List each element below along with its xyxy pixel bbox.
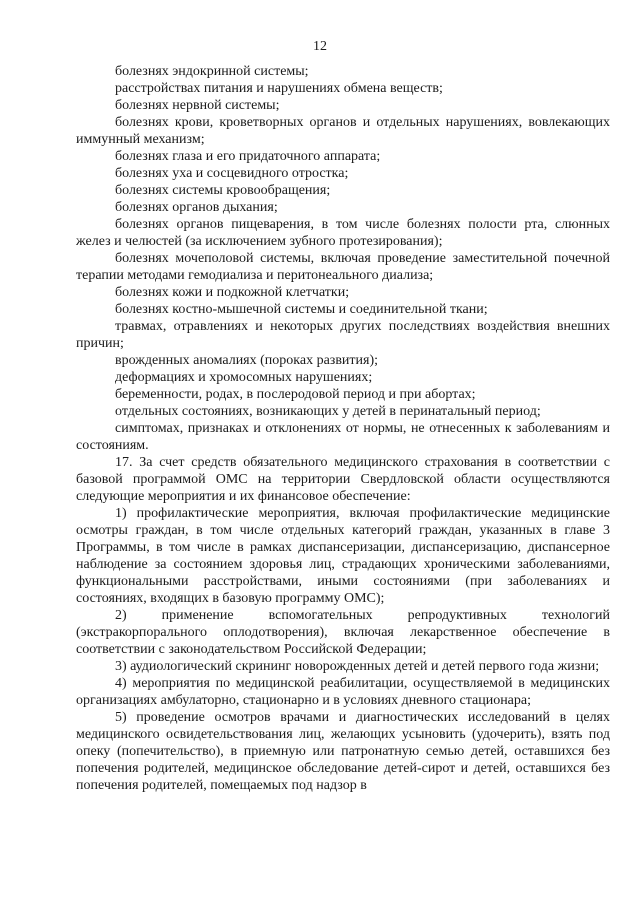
- paragraph: деформациях и хромосомных нарушениях;: [115, 369, 373, 385]
- paragraph: 4) мероприятия по медицинской реабилитации, осуществляемой в медицинских организациях амбулаторно, стационарно и в условиях дневного стационара;: [76, 675, 610, 708]
- paragraph: 5) проведение осмотров врачами и диагностических исследований в целях медицинского освидетельствования лиц, желающих усыновить (удочерить), взять под опеку (попечительство), в приемную или патронатную семью детей, оставшихся без попечения родителей, медицинское обследование детей-сирот и детей, оставшихся без попечения родителей, помещаемых под надзор в: [76, 709, 610, 793]
- paragraph: болезнях костно-мышечной системы и соединительной ткани;: [115, 301, 488, 317]
- paragraph: 2) применение вспомогательных репродуктивных технологий (экстракорпорального оплодотворения), включая лекарственное обеспечение в соответствии с законодательством Российской Федерации;: [76, 607, 610, 657]
- paragraph: 17. За счет средств обязательного медицинского страхования в соответствии с базовой программой ОМС на территории Свердловской области осуществляются следующие мероприятия и их финансовое обеспечение:: [76, 454, 610, 504]
- paragraph: болезнях уха и сосцевидного отростка;: [115, 165, 349, 181]
- paragraph: болезнях мочеполовой системы, включая проведение заместительной почечной терапии методами гемодиализа и перитонеального диализа;: [76, 250, 610, 283]
- paragraph: болезнях крови, кроветворных органов и отдельных нарушениях, вовлекающих иммунный механизм;: [76, 114, 610, 147]
- document-body: [76, 63, 610, 794]
- paragraph: болезнях органов пищеварения, в том числе болезнях полости рта, слюнных желез и челюстей (за исключением зубного протезирования);: [76, 216, 610, 249]
- paragraph: болезнях глаза и его придаточного аппарата;: [115, 148, 381, 164]
- paragraph: болезнях нервной системы;: [115, 97, 280, 113]
- page-number: 12: [313, 39, 327, 54]
- paragraph: 3) аудиологический скрининг новорожденных детей и детей первого года жизни;: [115, 658, 600, 674]
- paragraph: расстройствах питания и нарушениях обмена веществ;: [115, 80, 443, 96]
- paragraph: врожденных аномалиях (пороках развития);: [115, 352, 379, 368]
- paragraph: беременности, родах, в послеродовой период и при абортах;: [115, 386, 476, 402]
- paragraph: болезнях эндокринной системы;: [115, 63, 309, 79]
- paragraph: болезнях кожи и подкожной клетчатки;: [115, 284, 350, 300]
- paragraph: болезнях системы кровообращения;: [115, 182, 331, 198]
- paragraph: симптомах, признаках и отклонениях от нормы, не отнесенных к заболеваниям и состояниям.: [76, 420, 610, 453]
- paragraph: отдельных состояниях, возникающих у детей в перинатальный период;: [115, 403, 541, 419]
- paragraph: травмах, отравлениях и некоторых других последствиях воздействия внешних причин;: [76, 318, 610, 351]
- paragraph: 1) профилактические мероприятия, включая профилактические медицинские осмотры граждан, в том числе отдельных категорий граждан, указанных в главе 3 Программы, в том числе в рамках диспансеризации, диспансеризацию, диспансерное наблюдение за состоянием здоровья лиц, страдающих хроническими заболеваниями, функциональными расстройствами, иными состояниями (при заболеваниях и состояниях, входящих в базовую программу ОМС);: [76, 505, 610, 606]
- paragraph: болезнях органов дыхания;: [115, 199, 278, 215]
